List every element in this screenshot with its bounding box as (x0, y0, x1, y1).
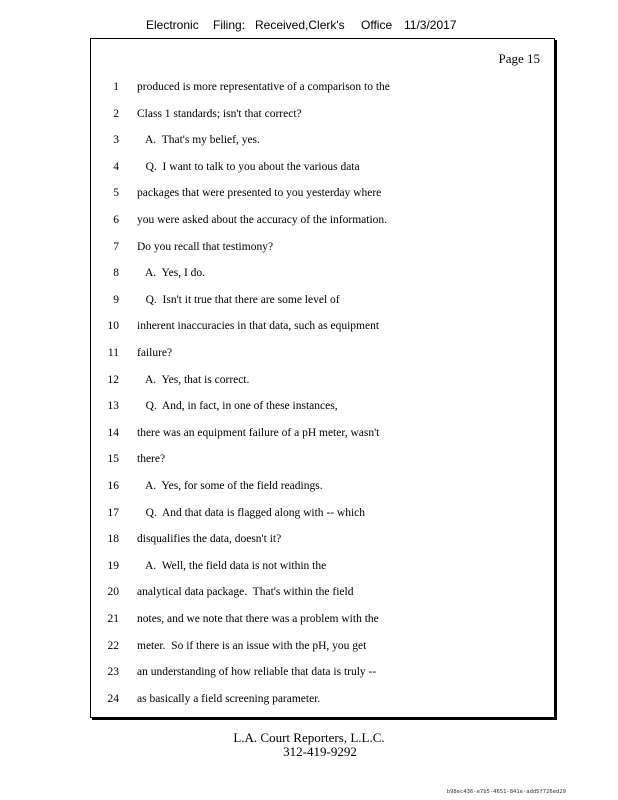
transcript-line (91, 533, 556, 559)
filing-stamp-electronic: Electronic (146, 18, 199, 32)
line-number: 10 (107, 320, 119, 333)
line-number: 6 (113, 214, 119, 226)
line-number: 20 (107, 586, 119, 599)
transcript-line (91, 241, 556, 267)
transcript-line (91, 507, 556, 533)
transcript-line (91, 427, 556, 453)
line-text: Do you recall that testimony? (137, 240, 274, 253)
filing-stamp-date: 11/3/2017 (404, 18, 457, 32)
line-text: A. Yes, that is correct. (137, 373, 250, 386)
transcript-line (91, 134, 556, 160)
line-number: 24 (107, 692, 119, 705)
transcript-line (91, 560, 556, 586)
line-text: A. Well, the field data is not within the (137, 559, 327, 572)
line-text: analytical data package. That's within the field (137, 586, 354, 599)
transcript-line (91, 294, 556, 320)
footer (0, 731, 618, 759)
transcript-line (91, 187, 556, 213)
filing-stamp-header (0, 18, 618, 36)
line-number: 17 (107, 506, 119, 519)
line-text: A. That's my belief, yes. (137, 134, 260, 147)
transcript-line (91, 693, 556, 719)
line-text: there was an equipment failure of a pH meter, wasn't (137, 426, 380, 439)
transcript-line (91, 214, 556, 240)
line-number: 23 (107, 666, 119, 679)
transcript-line (91, 666, 556, 692)
line-text: inherent inaccuracies in that data, such as equipment (137, 320, 380, 333)
transcript-line (91, 480, 556, 506)
transcript-line (91, 453, 556, 479)
transcript-page (90, 38, 555, 718)
transcript-line (91, 640, 556, 666)
line-text: failure? (137, 347, 173, 359)
line-number: 16 (107, 480, 119, 492)
page-number: Page 15 (498, 51, 540, 66)
document-id: b98ec436-e7b5-4651-841e-add5f726ed29 (446, 789, 566, 795)
line-text: Q. Isn't it true that there are some level of (137, 293, 340, 306)
line-number: 2 (113, 107, 119, 120)
transcript-line (91, 320, 556, 346)
line-number: 11 (107, 347, 119, 359)
transcript-line (91, 347, 556, 373)
line-text: there? (137, 453, 166, 466)
line-number: 7 (113, 240, 119, 253)
line-number: 13 (107, 400, 119, 413)
transcript-line (91, 400, 556, 426)
transcript-line (91, 613, 556, 639)
line-text: Q. I want to talk to you about the various data (137, 160, 360, 173)
line-number: 12 (107, 373, 119, 386)
line-text: as basically a field screening parameter. (137, 692, 321, 705)
line-number: 19 (107, 559, 119, 572)
line-number: 15 (107, 453, 119, 466)
line-text: notes, and we note that there was a problem with the (137, 613, 379, 625)
transcript-line (91, 267, 556, 293)
filing-stamp-received: Received,Clerk's (255, 18, 345, 32)
line-text: you were asked about the accuracy of the information. (137, 214, 388, 226)
footer-phone: 312-419-9292 (283, 744, 357, 759)
transcript-line (91, 108, 556, 134)
line-number: 9 (113, 293, 119, 306)
line-text: meter. So if there is an issue with the pH, you get (137, 639, 367, 652)
line-text: A. Yes, I do. (137, 267, 206, 280)
transcript-line (91, 81, 556, 107)
line-text: an understanding of how reliable that data is truly -- (137, 666, 377, 679)
line-number: 8 (113, 267, 119, 280)
transcript-line (91, 586, 556, 612)
line-text: Class 1 standards; isn't that correct? (137, 107, 302, 120)
footer-company: L.A. Court Reporters, L.L.C. (233, 730, 385, 745)
line-number: 14 (107, 426, 119, 439)
line-number: 1 (113, 81, 119, 93)
line-number: 5 (113, 187, 119, 200)
filing-stamp-filing: Filing: (213, 18, 246, 32)
line-number: 4 (113, 160, 119, 173)
transcript-line (91, 161, 556, 187)
line-number: 18 (107, 533, 119, 546)
line-text: Q. And that data is flagged along with -- which (137, 506, 366, 519)
line-text: packages that were presented to you yesterday where (137, 187, 382, 200)
line-text: A. Yes, for some of the field readings. (137, 480, 323, 492)
line-text: Q. And, in fact, in one of these instances, (137, 400, 338, 413)
line-text: produced is more representative of a comparison to the (137, 81, 390, 93)
transcript-line (91, 374, 556, 400)
line-number: 22 (107, 639, 119, 652)
filing-stamp-office: Office (361, 18, 393, 32)
line-number: 3 (113, 134, 119, 147)
line-text: disqualifies the data, doesn't it? (137, 533, 282, 546)
line-number: 21 (107, 613, 119, 625)
